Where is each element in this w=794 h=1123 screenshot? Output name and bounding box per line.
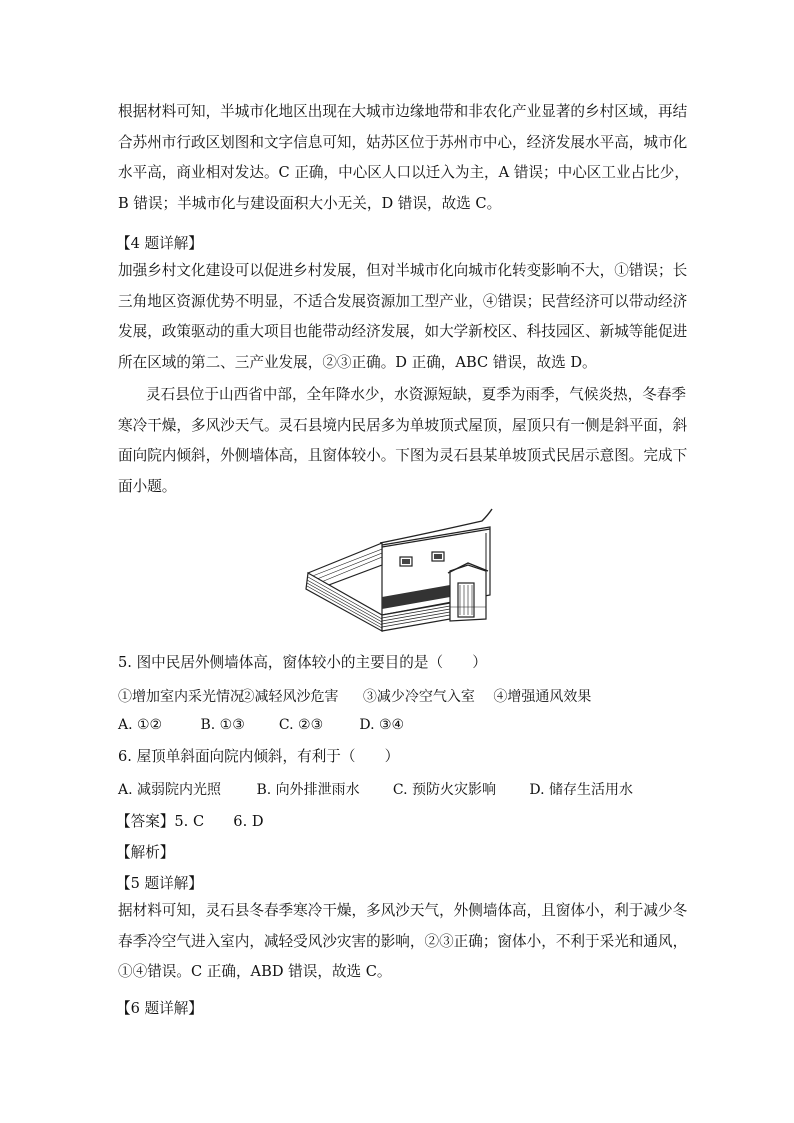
choice-d: D. 储存生活用水 xyxy=(529,782,633,798)
text-line: 寒冷干燥，多风沙天气。灵石县境内民居多为单坡顶式屋顶，屋顶只有一侧是斜平面，斜 xyxy=(118,416,688,434)
heading-q6-detail: 【6 题详解】 xyxy=(116,1000,203,1017)
question-6 xyxy=(118,742,718,773)
question-stem: 5. 图中民居外侧墙体高，窗体较小的主要目的是（ ） xyxy=(118,654,487,671)
choice-c: C. ②③ xyxy=(278,717,324,733)
heading-q4-detail: 【4 题详解】 xyxy=(116,235,203,252)
question-5 xyxy=(118,648,718,679)
text-line: 春季冷空气进入室内，减轻受风沙灾害的影响，②③正确；窗体小，不利于采光和通风， xyxy=(118,932,688,950)
answer-line: 【答案】5. C 6. D xyxy=(116,813,264,830)
choice-a: A. 减弱院内光照 xyxy=(118,782,222,798)
heading-q5-detail: 【5 题详解】 xyxy=(116,875,203,892)
question-stem: 6. 屋顶单斜面向院内倾斜，有利于（ ） xyxy=(118,748,400,765)
choice-d: D. ③④ xyxy=(359,717,405,733)
statement-item: ②减轻风沙危害 xyxy=(240,689,339,705)
paragraph-q5-explanation xyxy=(118,896,688,988)
statement-item: ③减少冷空气入室 xyxy=(362,689,475,705)
text-line: 面小题。 xyxy=(118,477,177,495)
paragraph-q3-explanation xyxy=(118,97,689,219)
choice-a: A. ①② xyxy=(118,717,163,733)
house-illustration xyxy=(300,503,496,637)
paragraph-q4-explanation xyxy=(118,256,688,378)
choice-b: B. ①③ xyxy=(200,717,245,733)
single-slope-house-figure xyxy=(300,503,496,637)
text-line: 灵石县位于山西省中部，全年降水少，水资源短缺，夏季为雨季，气候炎热，冬春季 xyxy=(146,386,686,403)
text-line: 水平高，商业相对发达。C 正确，中心区人口以迁入为主，A 错误；中心区工业占比少， xyxy=(118,164,689,181)
text-line: 三角地区资源优势不明显，不适合发展资源加工型产业，④错误；民营经济可以带动经济 xyxy=(118,292,688,310)
text-line: 发展，政策驱动的重大项目也能带动经济发展，如大学新校区、科技园区、新城等能促进 xyxy=(118,323,688,340)
paragraph-lingshi-material xyxy=(118,380,688,502)
choice-b: B. 向外排泄雨水 xyxy=(256,782,360,798)
text-line: 合苏州市行政区划图和文字信息可知，姑苏区位于苏州市中心，经济发展水平高，城市化 xyxy=(118,133,688,151)
question-5-choices xyxy=(118,717,404,733)
text-line: 据材料可知，灵石县冬春季寒冷干燥，多风沙天气，外侧墙体高，且窗体小，利于减少冬 xyxy=(118,902,688,919)
choice-c: C. 预防火灾影响 xyxy=(392,782,497,798)
text-line: 面向院内倾斜，外侧墙体高，且窗体较小。下图为灵石县某单坡顶式民居示意图。完成下 xyxy=(118,447,688,464)
text-line: 加强乡村文化建设可以促进乡村发展，但对半城市化向城市化转变影响不大，①错误；长 xyxy=(118,262,688,279)
text-line: 根据材料可知，半城市化地区出现在大城市边缘地带和非农化产业显著的乡村区域，再结 xyxy=(118,103,688,120)
text-line: B 错误；半城市化与建设面积大小无关，D 错误，故选 C。 xyxy=(118,194,502,212)
question-5-statements xyxy=(118,686,591,706)
statement-item: ①增加室内采光情况 xyxy=(118,689,244,705)
analysis-heading: 【解析】 xyxy=(116,844,175,861)
question-6-choices xyxy=(118,779,633,799)
text-line: 所在区域的第二、三产业发展，②③正确。D 正确，ABC 错误，故选 D。 xyxy=(118,353,597,371)
statement-item: ④增强通风效果 xyxy=(493,689,592,705)
text-line: ①④错误。C 正确，ABD 错误，故选 C。 xyxy=(118,963,392,980)
